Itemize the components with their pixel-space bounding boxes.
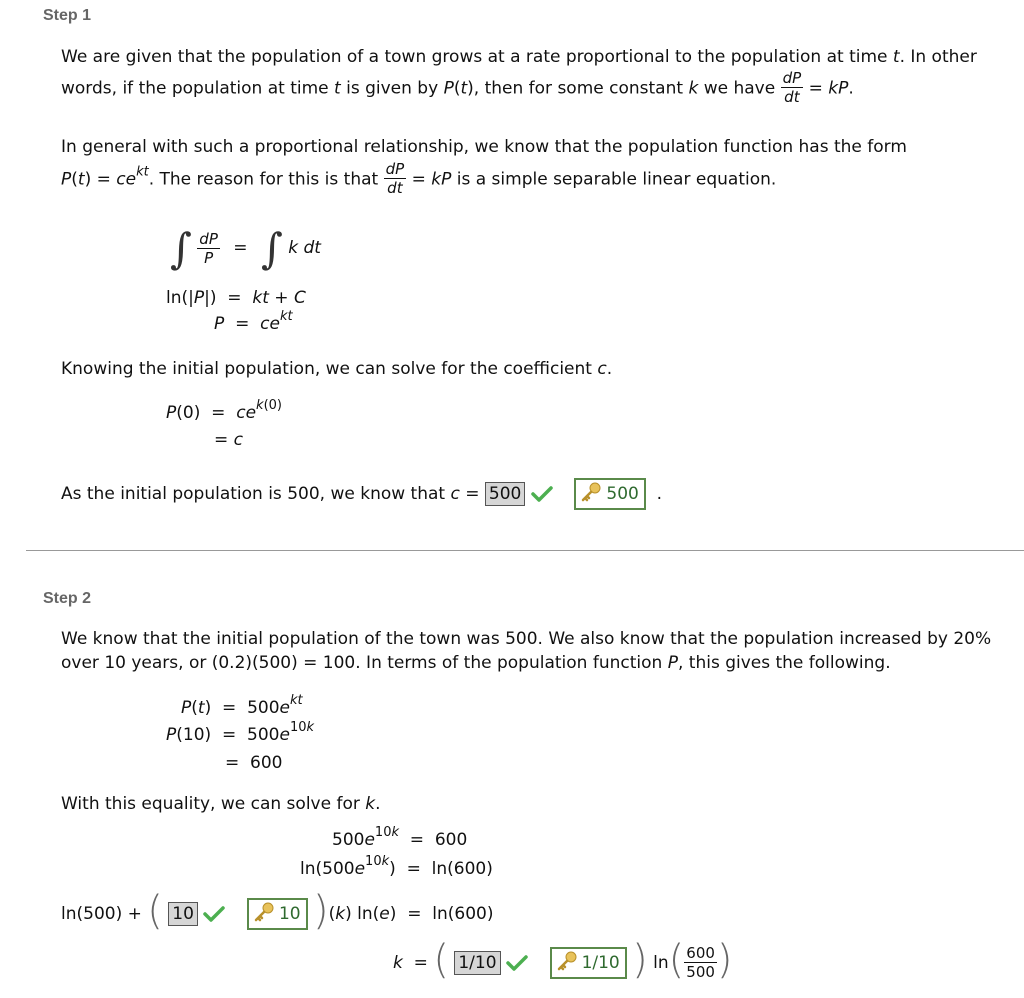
step1-paragraph-1-line-2: words, if the population at time t is given by P(t), then for some constant k we have $\frac{dP}{dt}$ = kP. bbox=[61, 69, 854, 106]
step1-paragraph-2-line-1: In general with such a proportional relationship, we know that the population function has the form bbox=[61, 137, 907, 157]
k-equation-3: ln(500) + ( 10 10 )(k) ln(e) = ln(600) bbox=[61, 888, 494, 934]
key-answer-10[interactable] bbox=[247, 898, 308, 930]
step2-paragraph-3: With this equality, we can solve for k. bbox=[61, 794, 381, 814]
text: As the initial population is 500, we know that bbox=[61, 484, 446, 504]
text: Knowing the initial population, we can solve for the coefficient bbox=[61, 359, 592, 379]
p10-equation: $P(10) = 500e^{10k}$ bbox=[166, 720, 315, 745]
step1-paragraph-3: Knowing the initial population, we can solve for the coefficient c. bbox=[61, 359, 613, 379]
pt-equation: $P(t) = 500e^{kt}$ bbox=[181, 693, 303, 718]
step1-paragraph-4: As the initial population is 500, we know that c = 500 500 . bbox=[61, 478, 662, 510]
step-1-title: Step 1 bbox=[43, 7, 92, 24]
text: With this equality, we can solve for bbox=[61, 794, 360, 814]
text: . The reason for this is that bbox=[148, 169, 379, 190]
k-equation-1: $500e^{10k} = 600$ bbox=[332, 825, 468, 850]
key-icon bbox=[253, 901, 275, 923]
text: . In other bbox=[899, 47, 977, 67]
ln-fraction bbox=[684, 944, 717, 981]
dp-over-p-fraction: $\frac{dP}{P}$ bbox=[199, 229, 218, 267]
integral-sign: ∫ bbox=[170, 224, 192, 273]
step1-paragraph-1-line-1: We are given that the population of a town grows at a rate proportional to the population at time t. In other bbox=[61, 47, 977, 67]
key-answer-text: 10 bbox=[278, 904, 301, 924]
check-icon bbox=[506, 955, 528, 971]
key-icon bbox=[580, 481, 602, 503]
integral-sign: ∫ bbox=[260, 224, 283, 273]
step-2-title: Step 2 bbox=[43, 590, 92, 607]
c-equation: = c bbox=[214, 430, 244, 450]
fraction-denominator: 500 bbox=[686, 962, 715, 981]
integral-equation: ∫ $\frac{dP}{P}$ = ∫ k dt bbox=[170, 224, 321, 273]
step1-paragraph-2-line-2: $P(t) = ce^{kt}$. The reason for this is that $\frac{dP}{dt}$ = kP is a simple separable linear equation. bbox=[61, 160, 777, 197]
k-solution: k = ( 1/10 1/10 ) ln( $\frac{600}{500}$ ) bbox=[393, 937, 733, 983]
answer-input-c[interactable]: 500 bbox=[485, 482, 525, 506]
answer-input-10[interactable]: 10 bbox=[168, 902, 198, 926]
key-answer-c[interactable] bbox=[574, 478, 645, 510]
text: is given by bbox=[340, 78, 444, 99]
step2-paragraph-1-line-1: We know that the initial population of the town was 500. We also know that the population increased by 20% bbox=[61, 629, 992, 649]
p-equation: $P = ce^{kt}$ bbox=[214, 309, 293, 334]
check-icon bbox=[531, 486, 553, 502]
answer-input-k[interactable]: 1/10 bbox=[454, 951, 500, 975]
section-divider bbox=[26, 550, 1024, 551]
fraction-numerator: 600 bbox=[686, 943, 715, 962]
text: we have bbox=[698, 78, 776, 99]
text: We are given that the population of a town grows at a rate proportional to the population at time bbox=[61, 47, 893, 67]
key-icon bbox=[556, 950, 578, 972]
check-icon bbox=[203, 906, 225, 922]
dp-dt-fraction: $\frac{dP}{dt}$ bbox=[385, 160, 405, 197]
p0-equation: $P(0) = ce^{k(0)}$ bbox=[166, 398, 282, 423]
text: , this gives the following. bbox=[677, 653, 891, 673]
k-equation-2: $\ln(500e^{10k}) = \ln(600)$ bbox=[300, 854, 493, 879]
dp-dt-fraction: $\frac{dP}{dt}$ bbox=[782, 69, 802, 106]
text: over 10 years, or (0.2)(500) = 100. In terms of the population function bbox=[61, 653, 663, 673]
text: words, if the population at time bbox=[61, 78, 335, 99]
text: is a simple separable linear equation. bbox=[456, 169, 777, 190]
ln-equation: ln(|P|) = kt + C bbox=[166, 288, 306, 308]
text: , then for some constant bbox=[473, 78, 689, 99]
p10-value: = 600 bbox=[225, 753, 283, 773]
step2-paragraph-1-line-2: over 10 years, or (0.2)(500) = 100. In terms of the population function P, this gives the following. bbox=[61, 653, 891, 673]
key-answer-text: 1/10 bbox=[581, 953, 620, 973]
key-answer-text: 500 bbox=[606, 484, 639, 504]
key-answer-k[interactable] bbox=[550, 947, 627, 979]
